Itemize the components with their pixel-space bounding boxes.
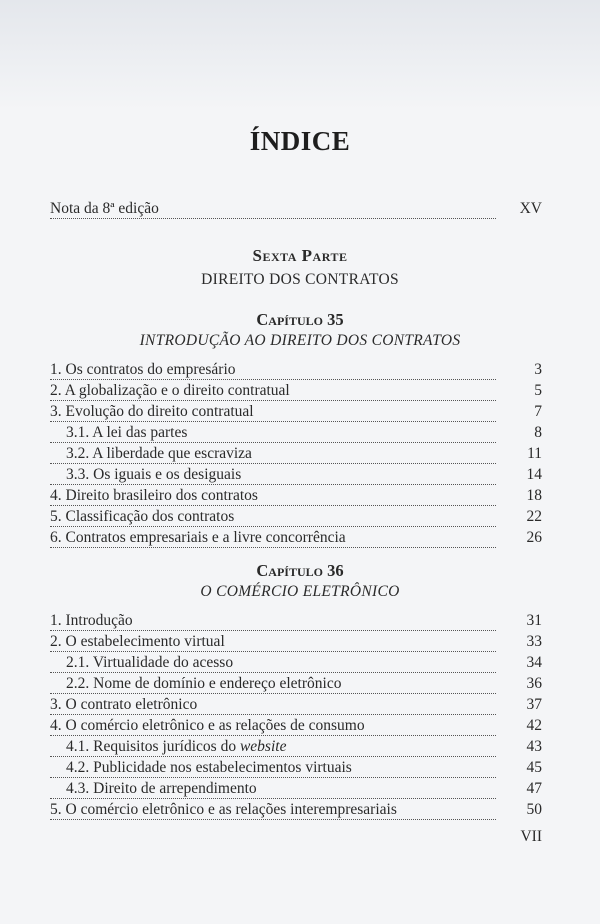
toc-row bbox=[0, 361, 600, 383]
toc-row bbox=[0, 801, 600, 823]
toc-row bbox=[0, 717, 600, 739]
toc-row bbox=[0, 382, 600, 404]
toc-page-number: 31 bbox=[526, 612, 542, 629]
toc-row-front bbox=[0, 200, 600, 222]
toc-label: 4.2. Publicidade nos estabelecimentos virtuais bbox=[66, 759, 352, 776]
toc-page-number: 43 bbox=[526, 738, 542, 755]
toc-row bbox=[0, 612, 600, 634]
chapter-heading: Capítulo 36 bbox=[256, 561, 344, 580]
toc-label: Nota da 8ª edição bbox=[50, 200, 159, 217]
toc-label: 2.2. Nome de domínio e endereço eletrônico bbox=[66, 675, 342, 692]
toc-label: 1. Os contratos do empresário bbox=[50, 361, 236, 378]
toc-page-number: 7 bbox=[534, 403, 542, 420]
toc-row bbox=[0, 487, 600, 509]
toc-page-number: 36 bbox=[526, 675, 542, 692]
toc-label: 2. A globalização e o direito contratual bbox=[50, 382, 290, 399]
toc-page-number: 47 bbox=[526, 780, 542, 797]
toc-label: 4. O comércio eletrônico e as relações de consumo bbox=[50, 717, 365, 734]
toc-label: 4. Direito brasileiro dos contratos bbox=[50, 487, 258, 504]
toc-page-number: 26 bbox=[526, 529, 542, 546]
toc-row bbox=[0, 529, 600, 551]
part-subtitle: DIREITO DOS CONTRATOS bbox=[201, 271, 399, 288]
toc-page-number: 11 bbox=[527, 445, 542, 462]
toc-label: 1. Introdução bbox=[50, 612, 133, 629]
toc-label: 5. Classificação dos contratos bbox=[50, 508, 235, 525]
toc-page-number: 8 bbox=[534, 424, 542, 441]
toc-label: 3. O contrato eletrônico bbox=[50, 696, 198, 713]
toc-label: 6. Contratos empresariais e a livre concorrência bbox=[50, 529, 346, 546]
toc-label: 4.1. Requisitos jurídicos do website bbox=[66, 738, 287, 755]
toc-page-number: 18 bbox=[526, 487, 542, 504]
toc-page-number: 42 bbox=[526, 717, 542, 734]
page-folio: VII bbox=[520, 828, 542, 845]
toc-row bbox=[0, 780, 600, 802]
chapter-heading: Capítulo 35 bbox=[256, 310, 344, 329]
page-title: ÍNDICE bbox=[249, 126, 351, 156]
toc-label: 3.3. Os iguais e os desiguais bbox=[66, 466, 242, 483]
toc-page-number: 37 bbox=[526, 696, 542, 713]
toc-row bbox=[0, 424, 600, 446]
toc-row bbox=[0, 508, 600, 530]
toc-row bbox=[0, 675, 600, 697]
toc-page-number: XV bbox=[519, 200, 542, 217]
toc-page-number: 3 bbox=[534, 361, 542, 378]
part-title: Sexta Parte bbox=[252, 246, 348, 265]
toc-label: 5. O comércio eletrônico e as relações interempresariais bbox=[50, 801, 397, 818]
toc-page-number: 22 bbox=[526, 508, 542, 525]
toc-label: 2. O estabelecimento virtual bbox=[50, 633, 225, 650]
toc-page-number: 50 bbox=[526, 801, 542, 818]
toc-row bbox=[0, 633, 600, 655]
toc-row bbox=[0, 403, 600, 425]
toc-row bbox=[0, 466, 600, 488]
chapter-subtitle: O COMÉRCIO ELETRÔNICO bbox=[200, 583, 400, 600]
toc-row bbox=[0, 759, 600, 781]
toc-page-number: 5 bbox=[534, 382, 542, 399]
toc-label: 3.1. A lei das partes bbox=[66, 424, 188, 441]
toc-row bbox=[0, 738, 600, 760]
toc-label: 3. Evolução do direito contratual bbox=[50, 403, 254, 420]
toc-page-number: 34 bbox=[526, 654, 542, 671]
toc-page-number: 45 bbox=[526, 759, 542, 776]
scan-shading bbox=[0, 0, 600, 110]
chapter-subtitle: INTRODUÇÃO AO DIREITO DOS CONTRATOS bbox=[139, 332, 461, 349]
toc-row bbox=[0, 696, 600, 718]
italic-term: website bbox=[239, 738, 287, 755]
toc-page-number: 33 bbox=[526, 633, 542, 650]
toc-row bbox=[0, 445, 600, 467]
toc-label: 2.1. Virtualidade do acesso bbox=[66, 654, 234, 671]
toc-page-number: 14 bbox=[526, 466, 542, 483]
toc-label: 4.3. Direito de arrependimento bbox=[66, 780, 257, 797]
toc-row bbox=[0, 654, 600, 676]
toc-label: 3.2. A liberdade que escraviza bbox=[66, 445, 252, 462]
